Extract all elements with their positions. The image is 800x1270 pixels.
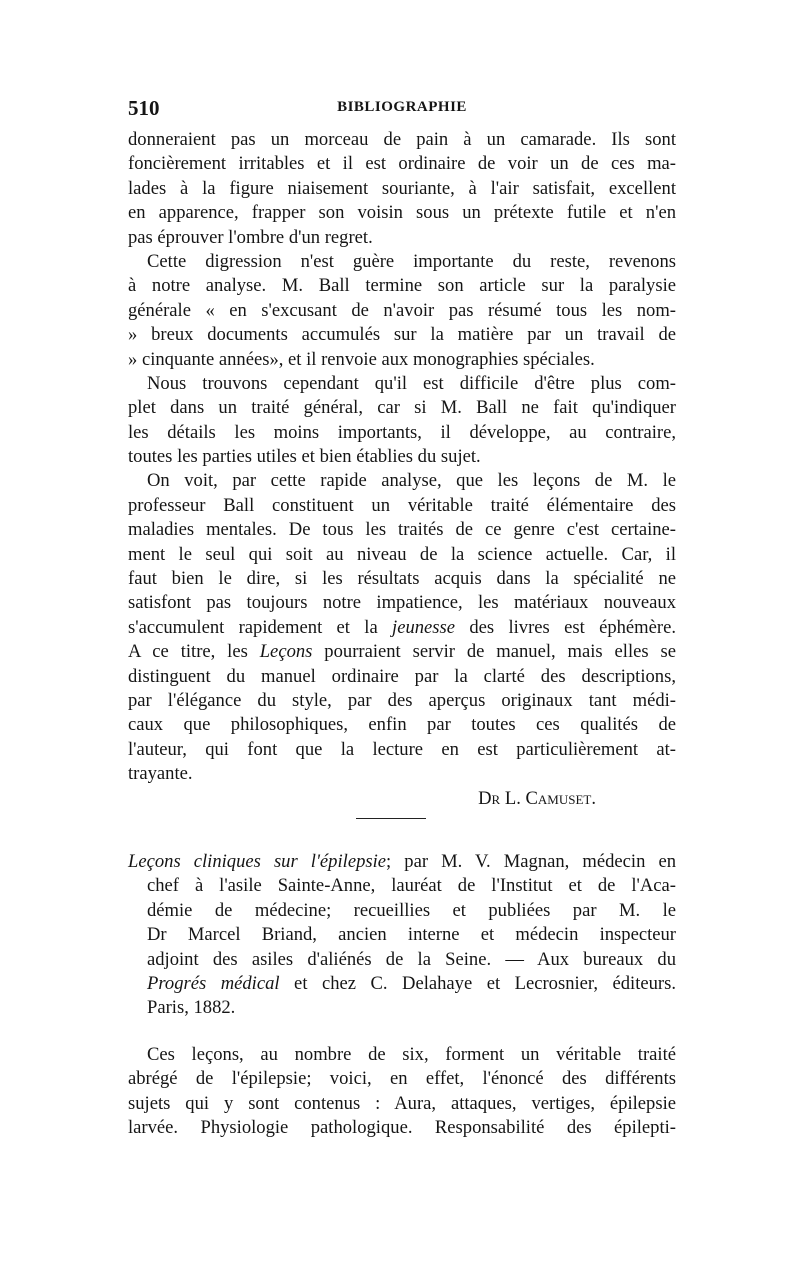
text-line: maladies mentales. De tous les traités de ce genre c'est certaine- — [128, 519, 676, 541]
section-divider — [356, 818, 426, 819]
text-line: abrégé de l'épilepsie; voici, en effet, l'énoncé des différents — [128, 1068, 676, 1090]
text-line: On voit, par cette rapide analyse, que les leçons de M. le — [147, 470, 676, 492]
text-line: Cette digression n'est guère importante du reste, revenons — [147, 250, 676, 272]
text-line: Nous trouvons cependant qu'il est difficile d'être plus com- — [147, 372, 676, 394]
text-line: pas éprouver l'ombre d'un regret. — [128, 226, 373, 248]
text-line: s'accumulent rapidement et la jeunesse des livres est éphémère. — [128, 616, 676, 638]
text-line: donneraient pas un morceau de pain à un camarade. Ils sont — [128, 129, 676, 150]
review-body — [128, 128, 676, 811]
text-line: plet dans un traité général, car si M. Ball ne fait qu'indiquer — [128, 397, 676, 419]
text-line: foncièrement irritables et il est ordinaire de voir un de ces ma- — [128, 153, 676, 175]
text-line: distinguent du manuel ordinaire par la clarté des descriptions, — [128, 665, 676, 687]
text-line: ment le seul qui soit au niveau de la science actuelle. Car, il — [128, 543, 676, 565]
text-line: les détails les moins importants, il développe, au contraire, — [128, 421, 676, 443]
citation-entry — [128, 850, 676, 1021]
text-line: larvée. Physiologie pathologique. Responsabilité des épilepti- — [128, 1117, 676, 1139]
text-line: sujets qui y sont contenus : Aura, attaques, vertiges, épilepsie — [128, 1092, 676, 1114]
text-line: en apparence, frapper son voisin sous un prétexte futile et n'en — [128, 202, 676, 224]
citation-line: adjoint des asiles d'aliénés de la Seine. — Aux bureaux du — [147, 948, 676, 970]
running-title: BIBLIOGRAPHIE — [337, 99, 467, 115]
citation-line: Progrés médical et chez C. Delahaye et Lecrosnier, éditeurs. — [147, 972, 677, 994]
text-line: Ces leçons, au nombre de six, forment un véritable traité — [147, 1044, 676, 1065]
text-line: l'auteur, qui font que la lecture en est particulièrement at- — [128, 738, 676, 760]
text-line: toutes les parties utiles et bien établies du sujet. — [128, 446, 481, 468]
text-line: professeur Ball constituent un véritable traité élémentaire des — [128, 494, 676, 516]
text-line: » cinquante années», et il renvoie aux monographies spéciales. — [128, 348, 595, 370]
author-signature: Dr L. Camuset. — [478, 787, 596, 809]
text-line: caux que philosophiques, enfin par toutes ces qualités de — [128, 714, 676, 736]
page-number: 510 — [128, 96, 160, 120]
text-line: trayante. — [128, 763, 193, 785]
citation-line: chef à l'asile Sainte-Anne, lauréat de l'Institut et de l'Aca- — [147, 875, 676, 897]
citation-line: Leçons cliniques sur l'épilepsie; par M. V. Magnan, médecin en — [128, 851, 677, 872]
text-line: à notre analyse. M. Ball termine son article sur la paralysie — [128, 275, 676, 297]
text-line: » breux documents accumulés sur la matière par un travail de — [128, 324, 676, 346]
text-line: satisfont pas toujours notre impatience, les matériaux nouveaux — [128, 592, 676, 614]
citation-line: démie de médecine; recueillies et publiées par M. le — [147, 899, 676, 921]
text-line: par l'élégance du style, par des aperçus originaux tant médi- — [128, 689, 676, 711]
text-line: faut bien le dire, si les résultats acquis dans la spécialité ne — [128, 568, 676, 590]
citation-line: Dr Marcel Briand, ancien interne et médecin inspecteur — [147, 924, 676, 946]
running-header — [128, 96, 676, 122]
text-line: A ce titre, les Leçons pourraient servir de manuel, mais elles se — [128, 641, 676, 663]
review2-body — [128, 1043, 676, 1141]
text-line: lades à la figure niaisement souriante, à l'air satisfait, excellent — [128, 177, 676, 199]
text-line: générale « en s'excusant de n'avoir pas résumé tous les nom- — [128, 299, 676, 321]
citation-line: Paris, 1882. — [147, 997, 236, 1019]
